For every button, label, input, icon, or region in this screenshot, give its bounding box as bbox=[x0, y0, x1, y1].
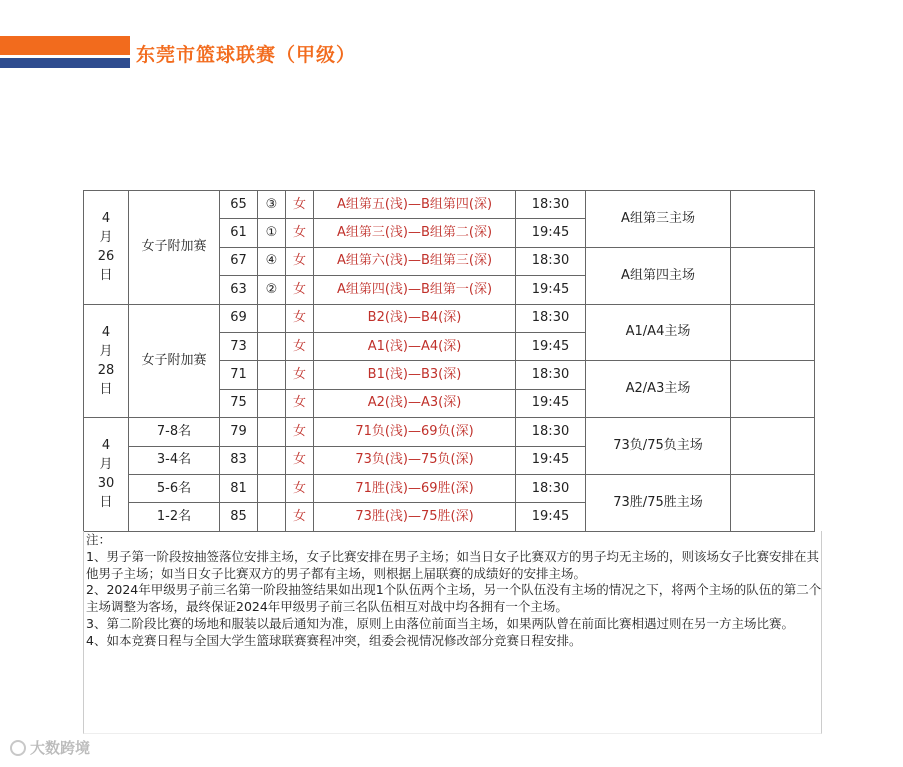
time-cell: 19:45 bbox=[516, 446, 586, 474]
empty-cell bbox=[731, 247, 815, 304]
date-part: 月 bbox=[99, 457, 113, 473]
time-cell: 19:45 bbox=[516, 503, 586, 531]
watermark bbox=[10, 737, 90, 758]
game-number-cell: 61 bbox=[220, 219, 258, 247]
table-row bbox=[84, 418, 815, 446]
date-part: 月 bbox=[99, 230, 113, 246]
gender-cell: 女 bbox=[286, 418, 314, 446]
venue-cell: 73胜/75胜主场 bbox=[586, 474, 731, 531]
order-marker-cell bbox=[258, 474, 286, 502]
notes-section bbox=[86, 532, 822, 650]
gender-cell: 女 bbox=[286, 247, 314, 275]
time-cell: 19:45 bbox=[516, 276, 586, 304]
header-accent-bar bbox=[0, 36, 130, 55]
date-part: 4 bbox=[101, 211, 111, 227]
round-cell: 5-6名 bbox=[129, 474, 220, 502]
game-number-cell: 63 bbox=[220, 276, 258, 304]
note-line: 1、男子第一阶段按抽签落位安排主场，女子比赛安排在男子主场；如当日女子比赛双方的男子均无主场的，则该场女子比赛安排在其他男子主场；如当日女子比赛双方的男子都有主场，则根据上届联赛的成绩好的安排主场。 bbox=[86, 548, 819, 581]
matchup-cell: A组第六(浅)—B组第三(深) bbox=[314, 247, 516, 275]
matchup-cell: 71胜(浅)—69胜(深) bbox=[314, 474, 516, 502]
round-cell: 女子附加赛 bbox=[129, 191, 220, 305]
time-cell: 19:45 bbox=[516, 332, 586, 360]
matchup-cell: B2(浅)—B4(深) bbox=[314, 304, 516, 332]
matchup-cell: A组第四(浅)—B组第一(深) bbox=[314, 276, 516, 304]
empty-cell bbox=[731, 418, 815, 475]
game-number-cell: 79 bbox=[220, 418, 258, 446]
venue-cell: A组第三主场 bbox=[586, 191, 731, 248]
empty-cell bbox=[731, 191, 815, 248]
empty-cell bbox=[731, 304, 815, 361]
matchup-cell: B1(浅)—B3(深) bbox=[314, 361, 516, 389]
game-number-cell: 67 bbox=[220, 247, 258, 275]
gender-cell: 女 bbox=[286, 191, 314, 219]
game-number-cell: 71 bbox=[220, 361, 258, 389]
gender-cell: 女 bbox=[286, 474, 314, 502]
order-marker-cell bbox=[258, 332, 286, 360]
date-part: 4 bbox=[101, 324, 111, 340]
table-row bbox=[84, 191, 815, 219]
order-marker-cell bbox=[258, 446, 286, 474]
game-number-cell: 83 bbox=[220, 446, 258, 474]
order-marker-cell bbox=[258, 418, 286, 446]
brand-logo-icon bbox=[10, 740, 26, 756]
date-cell bbox=[84, 418, 129, 532]
empty-cell bbox=[731, 361, 815, 418]
order-marker-cell: ④ bbox=[258, 247, 286, 275]
empty-cell bbox=[731, 474, 815, 531]
time-cell: 18:30 bbox=[516, 418, 586, 446]
round-cell: 女子附加赛 bbox=[129, 304, 220, 418]
gender-cell: 女 bbox=[286, 332, 314, 360]
game-number-cell: 81 bbox=[220, 474, 258, 502]
gender-cell: 女 bbox=[286, 389, 314, 417]
order-marker-cell bbox=[258, 361, 286, 389]
time-cell: 18:30 bbox=[516, 247, 586, 275]
venue-cell: 73负/75负主场 bbox=[586, 418, 731, 475]
game-number-cell: 85 bbox=[220, 503, 258, 531]
date-part: 26 bbox=[97, 249, 115, 265]
round-cell: 1-2名 bbox=[129, 503, 220, 531]
gender-cell: 女 bbox=[286, 219, 314, 247]
venue-cell: A1/A4主场 bbox=[586, 304, 731, 361]
page-title: 东莞市篮球联赛（甲级） bbox=[136, 44, 357, 66]
date-part: 日 bbox=[99, 381, 113, 397]
gender-cell: 女 bbox=[286, 276, 314, 304]
gender-cell: 女 bbox=[286, 304, 314, 332]
matchup-cell: A1(浅)—A4(深) bbox=[314, 332, 516, 360]
order-marker-cell bbox=[258, 503, 286, 531]
time-cell: 18:30 bbox=[516, 191, 586, 219]
matchup-cell: 73胜(浅)—75胜(深) bbox=[314, 503, 516, 531]
schedule-table bbox=[83, 190, 815, 532]
round-cell: 3-4名 bbox=[129, 446, 220, 474]
table-row bbox=[84, 304, 815, 332]
date-part: 日 bbox=[99, 268, 113, 284]
date-cell bbox=[84, 304, 129, 418]
order-marker-cell bbox=[258, 389, 286, 417]
date-part: 日 bbox=[99, 495, 113, 511]
time-cell: 19:45 bbox=[516, 219, 586, 247]
gender-cell: 女 bbox=[286, 361, 314, 389]
order-marker-cell: ③ bbox=[258, 191, 286, 219]
note-line: 4、如本竞赛日程与全国大学生篮球联赛赛程冲突，组委会视情况修改部分竞赛日程安排。 bbox=[86, 632, 582, 648]
note-line: 2、2024年甲级男子前三名第一阶段抽签结果如出现1个队伍两个主场，另一个队伍没有主场的情况之下，将两个主场的队伍的第二个主场调整为客场，最终保证2024年甲级男子前三名队伍相互对战中均各拥有一个主场。 bbox=[86, 582, 822, 615]
time-cell: 18:30 bbox=[516, 361, 586, 389]
watermark-text: 大数跨境 bbox=[30, 739, 91, 757]
header-secondary-bar bbox=[0, 58, 130, 68]
order-marker-cell: ② bbox=[258, 276, 286, 304]
date-part: 月 bbox=[99, 343, 113, 359]
order-marker-cell bbox=[258, 304, 286, 332]
game-number-cell: 65 bbox=[220, 191, 258, 219]
venue-cell: A组第四主场 bbox=[586, 247, 731, 304]
notes-heading: 注： bbox=[86, 532, 112, 547]
table-row bbox=[84, 474, 815, 502]
matchup-cell: 73负(浅)—75负(深) bbox=[314, 446, 516, 474]
game-number-cell: 73 bbox=[220, 332, 258, 360]
gender-cell: 女 bbox=[286, 503, 314, 531]
time-cell: 18:30 bbox=[516, 304, 586, 332]
date-part: 30 bbox=[97, 476, 115, 492]
matchup-cell: A组第五(浅)—B组第四(深) bbox=[314, 191, 516, 219]
matchup-cell: A组第三(浅)—B组第二(深) bbox=[314, 219, 516, 247]
venue-cell: A2/A3主场 bbox=[586, 361, 731, 418]
note-line: 3、第二阶段比赛的场地和服装以最后通知为准，原则上由落位前面当主场，如果两队曾在前面比赛相遇过则在另一方主场比赛。 bbox=[86, 615, 794, 631]
game-number-cell: 75 bbox=[220, 389, 258, 417]
time-cell: 18:30 bbox=[516, 474, 586, 502]
date-part: 28 bbox=[97, 362, 115, 378]
order-marker-cell: ① bbox=[258, 219, 286, 247]
round-cell: 7-8名 bbox=[129, 418, 220, 446]
date-cell bbox=[84, 191, 129, 305]
game-number-cell: 69 bbox=[220, 304, 258, 332]
matchup-cell: 71负(浅)—69负(深) bbox=[314, 418, 516, 446]
date-part: 4 bbox=[101, 438, 111, 454]
gender-cell: 女 bbox=[286, 446, 314, 474]
matchup-cell: A2(浅)—A3(深) bbox=[314, 389, 516, 417]
time-cell: 19:45 bbox=[516, 389, 586, 417]
